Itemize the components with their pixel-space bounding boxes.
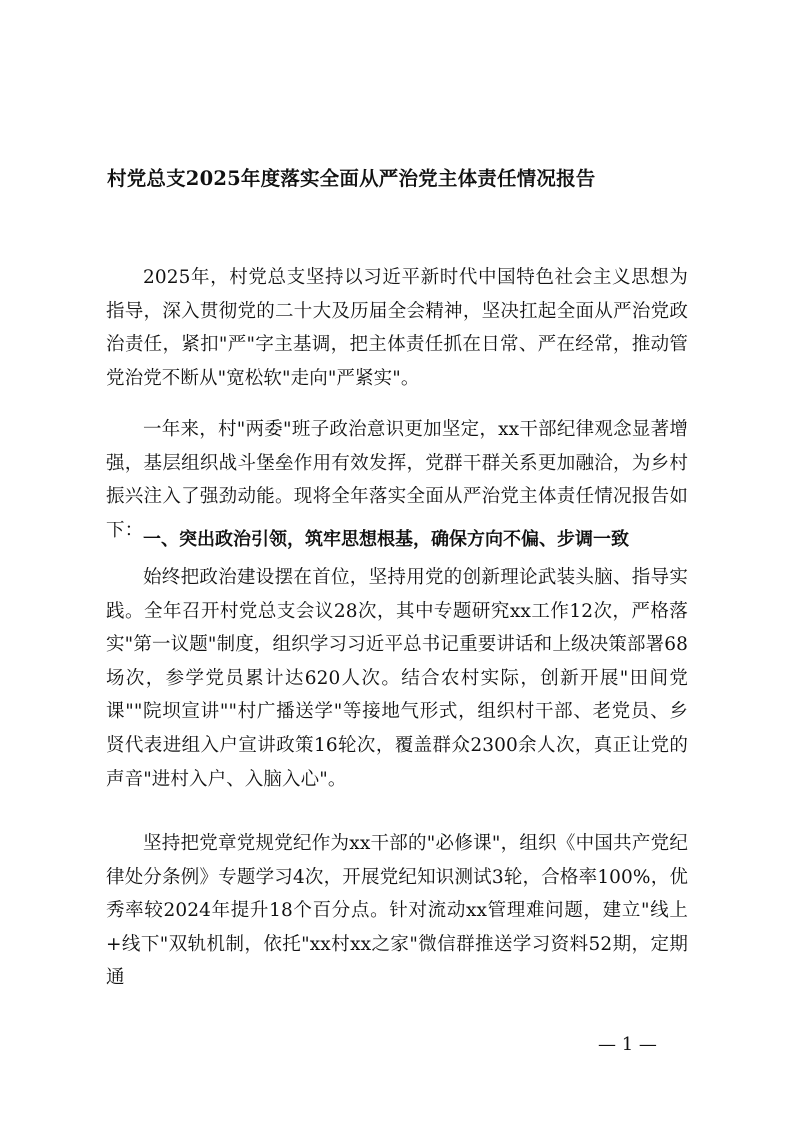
section-paragraph-1: 始终把政治建设摆在首位，坚持用党的创新理论武装头脑、指导实践。全年召开村党总支会议28次，其中专题研究xx工作12次，严格落实"第一议题"制度，组织学习习近平总书记重要讲话和上级决策部署68场次，参学党员累计达620人次。结合农村实际，创新开展"田间党课""院坝宣讲""村广播送学"等接地气形式，组织村干部、老党员、乡贤代表进组入户宣讲政策16轮次，覆盖群众2300余人次，真正让党的声音"进村入户、入脑入心"。 (106, 567, 688, 790)
section-paragraph-2: 坚持把党章党规党纪作为xx干部的"必修课"，组织《中国共产党纪律处分条例》专题学习4次，开展党纪知识测试3轮，合格率100%，优秀率较2024年提升18个百分点。针对流动xx管理难问题，建立"线上+线下"双轨机制，依托"xx村xx之家"微信群推送学习资料52期，定期通 (106, 833, 688, 989)
document-title: 村党总支2025年度落实全面从严治党主体责任情况报告 (107, 167, 596, 190)
intro-paragraph-1: 2025年，村党总支坚持以习近平新时代中国特色社会主义思想为指导，深入贯彻党的二十大及历届全会精神，坚决扛起全面从严治党政治责任，紧扣"严"字主基调，把主体责任抓在日常、严在经常，推动管党治党不断从"宽松软"走向"严紧实"。 (106, 267, 688, 389)
section-heading: 一、突出政治引领，筑牢思想根基，确保方向不偏、步调一致 (143, 529, 629, 550)
page-number: — 1 — (598, 1034, 657, 1055)
intro-paragraph-2: 一年来，村"两委"班子政治意识更加坚定，xx干部纪律观念显著增强，基层组织战斗堡垒作用有效发挥，党群干群关系更加融洽，为乡村振兴注入了强劲动能。现将全年落实全面从严治党主体责任情况报告如下： (106, 419, 688, 541)
